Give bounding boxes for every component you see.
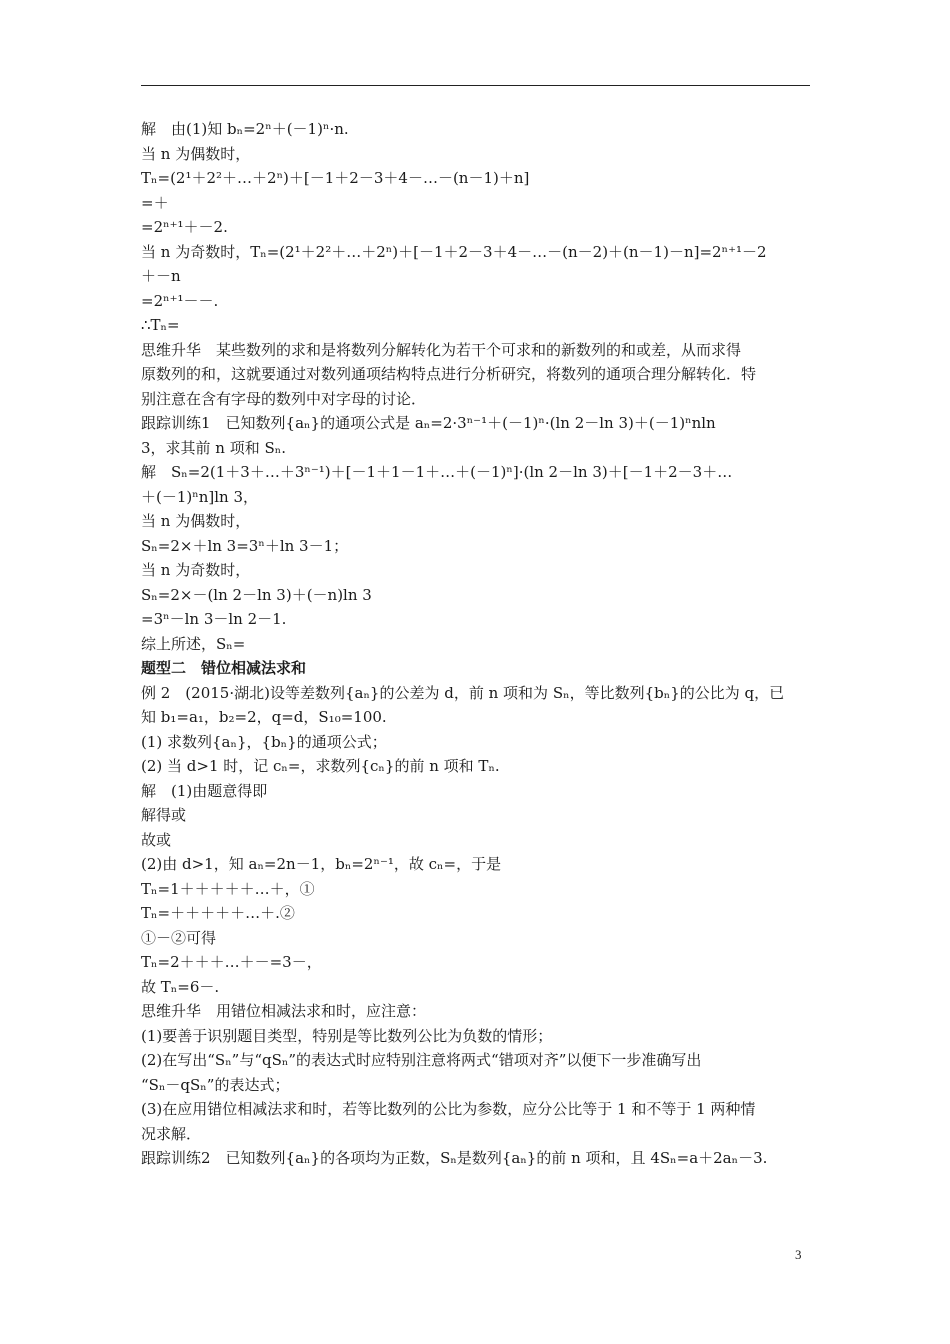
text-line: 3，求其前 n 项和 Sₙ.: [141, 438, 287, 457]
text-line: =2ⁿ⁺¹＋－2.: [141, 218, 228, 236]
text-line: 解 Sₙ=2(1＋3＋…＋3ⁿ⁻¹)＋[－1＋1－1＋…＋(－1)ⁿ]·(ln 2－ln 3)＋[－1＋2－3＋…: [141, 463, 733, 481]
text-line: 原数列的和，这就要通过对数列通项结构特点进行分析研究，将数列的通项合理分解转化．特: [141, 365, 757, 383]
text-line: ∴Tₙ=: [141, 316, 180, 334]
text-line: =2ⁿ⁺¹－－.: [141, 291, 219, 310]
text-line: (1)要善于识别题目类型，特别是等比数列公比为负数的情形；: [141, 1026, 553, 1045]
text-line: Tₙ=(2¹＋2²＋…＋2ⁿ)＋[－1＋2－3＋4－…－(n－1)＋n]: [141, 169, 530, 187]
text-line: 知 b₁=a₁，b₂=2，q=d，S₁₀=100.: [141, 708, 387, 726]
text-line: 故 Tₙ=6－.: [141, 977, 220, 996]
text-line: Sₙ=2×－(ln 2－ln 3)＋(－n)ln 3: [141, 585, 372, 604]
text-line: 综上所述，Sₙ=: [141, 634, 246, 653]
text-line: =3ⁿ－ln 3－ln 2－1.: [141, 610, 287, 628]
text-line: 故或: [141, 830, 172, 849]
text-line: Sₙ=2×＋ln 3=3ⁿ＋ln 3－1；: [141, 536, 349, 555]
text-line: 解得或: [141, 806, 187, 824]
text-line: 跟踪训练2 已知数列{aₙ}的各项均为正数，Sₙ是数列{aₙ}的前 n 项和，且 4Sₙ=a＋2aₙ－3.: [141, 1149, 768, 1167]
text-line: 解 (1)由题意得即: [141, 781, 268, 800]
text-line: ＋－n: [141, 267, 181, 285]
text-line: 况求解．: [141, 1124, 202, 1143]
text-line: Tₙ=1＋＋＋＋＋…＋，①: [141, 879, 315, 898]
text-line: 解 由(1)知 bₙ=2ⁿ＋(－1)ⁿ·n.: [141, 120, 349, 138]
text-line: 思维升华 某些数列的求和是将数列分解转化为若干个可求和的新数列的和或差，从而求得: [141, 340, 742, 359]
text-line: 当 n 为奇数时，Tₙ=(2¹＋2²＋…＋2ⁿ)＋[－1＋2－3＋4－…－(n－2)＋(n－1)－n]=2ⁿ⁺¹－2: [141, 242, 767, 261]
text-line: (2)在写出“Sₙ”与“qSₙ”的表达式时应特别注意将两式“错项对齐”以便下一步准确写出: [141, 1051, 702, 1069]
text-line: 例 2 (2015·湖北)设等差数列{aₙ}的公差为 d，前 n 项和为 Sₙ，等比数列{bₙ}的公比为 q，已: [141, 683, 785, 702]
text-line: 当 n 为偶数时，: [141, 144, 251, 163]
text-line: “Sₙ－qSₙ”的表达式；: [141, 1075, 290, 1094]
text-line: (2) 当 d>1 时，记 cₙ=，求数列{cₙ}的前 n 项和 Tₙ.: [141, 757, 500, 775]
text-line: Tₙ=＋＋＋＋＋…＋.②: [141, 904, 295, 922]
page-number: 3: [795, 1247, 802, 1262]
text-line: =＋: [141, 193, 169, 212]
text-line: ①－②可得: [141, 928, 217, 947]
text-line: ＋(－1)ⁿn]ln 3，: [141, 487, 259, 506]
header-rule: [141, 85, 810, 86]
text-line: 跟踪训练1 已知数列{aₙ}的通项公式是 aₙ=2·3ⁿ⁻¹＋(－1)ⁿ·(ln 2－ln 3)＋(－1)ⁿnln: [141, 414, 716, 432]
text-line: 思维升华 用错位相减法求和时，应注意：: [141, 1002, 427, 1020]
text-line: 别注意在含有字母的数列中对字母的讨论．: [141, 389, 427, 408]
text-line: (2)由 d>1，知 aₙ=2n－1，bₙ=2ⁿ⁻¹，故 cₙ=，于是: [141, 855, 502, 873]
section-heading: 题型二 错位相减法求和: [141, 659, 307, 677]
text-line: 当 n 为奇数时，: [141, 561, 251, 579]
text-line: (3)在应用错位相减法求和时，若等比数列的公比为参数，应分公比等于 1 和不等于 1 两种情: [141, 1100, 756, 1118]
document-body: [141, 117, 811, 1171]
text-line: (1) 求数列{aₙ}，{bₙ}的通项公式；: [141, 732, 387, 751]
text-line: Tₙ=2＋＋＋…＋－=3－，: [141, 953, 322, 971]
text-line: 当 n 为偶数时，: [141, 512, 251, 530]
